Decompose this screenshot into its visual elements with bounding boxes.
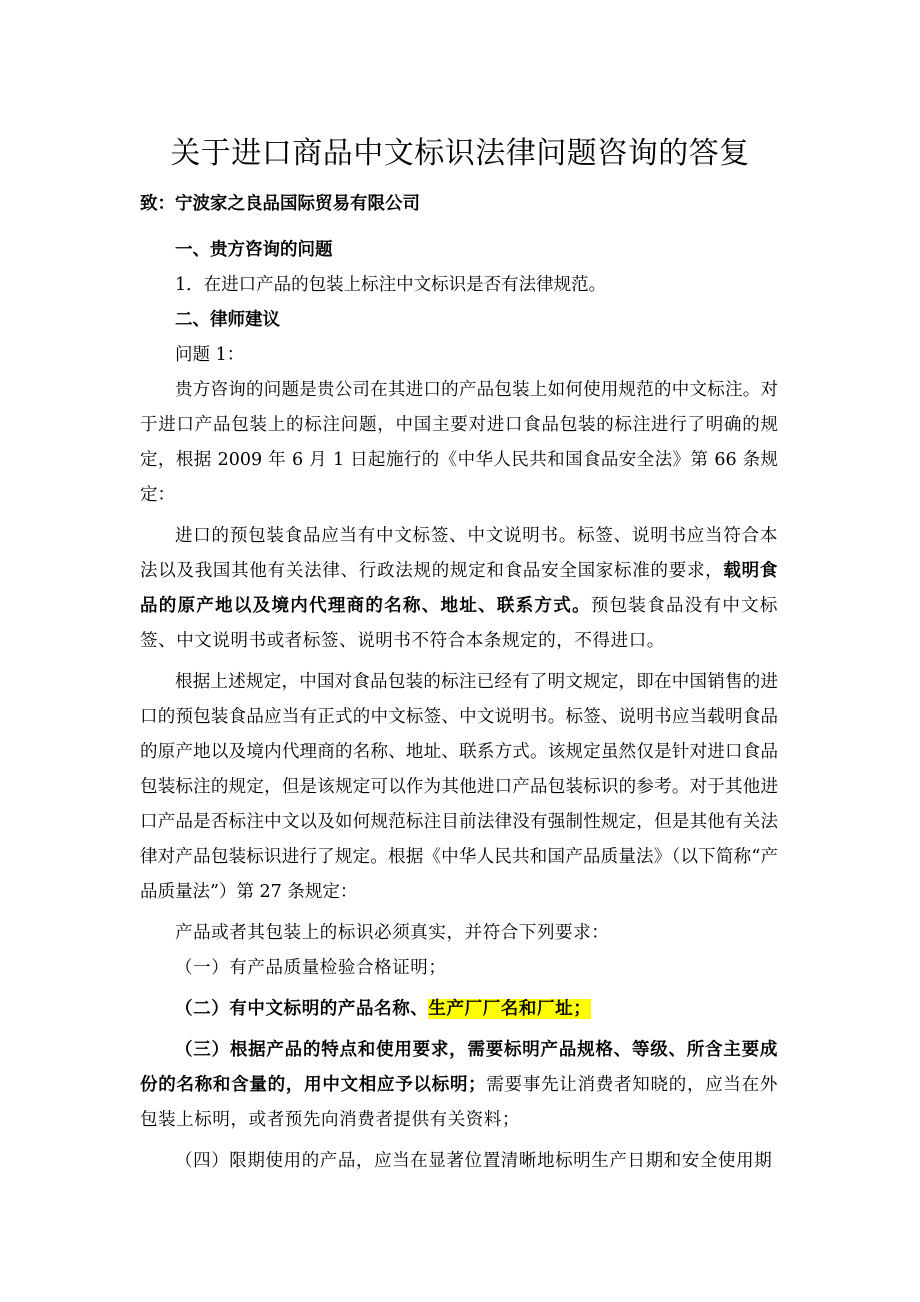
quote2-intro: 产品或者其包装上的标识必须真实，并符合下列要求： (175, 923, 610, 943)
quote1-part2: 预包装食品没有中文标签、中文说明书或者标签、说明书不符合本条规定的，不得进口。 (140, 596, 779, 651)
paragraph-2: 根据上述规定，中国对食品包装的标注已经有了明文规定，即在中国销售的进口的预包装食品应当有正式的中文标签、中文说明书。标签、说明书应当载明食品的原产地以及境内代理商的名称、地址、联系方式。该规定虽然仅是针对进口食品包装标注的规定，但是该规定可以作为其他进口产品包装标识的参考。对于其他进口产品是否标注中文以及如何规范标注目前法律没有强制性规定，但是其他有关法律对产品包装标识进行了规定。根据《中华人民共和国产品质量法》（以下简称“产品质量法”）第 27 条规定： (140, 672, 778, 902)
document-title: 关于进口商品中文标识法律问题咨询的答复 (170, 136, 750, 171)
quote1-bold: 载明食品的原产地以及境内代理商的名称、地址、联系方式。 (140, 561, 778, 616)
document-body (140, 233, 778, 1179)
list-item-3 (140, 1033, 778, 1138)
quote-food-safety-law (140, 519, 778, 659)
section1-heading: 一、贵方咨询的问题 (175, 240, 333, 260)
question-label: 问题 1： (175, 345, 245, 365)
section2-heading: 二、律师建议 (175, 310, 280, 330)
list-item-4: （四）限期使用的产品，应当在显著位置清晰地标明生产日期和安全使用期 (175, 1151, 773, 1171)
item2-highlight: 生产厂厂名和厂址； (428, 999, 592, 1019)
item3-rest: 需要事先让消费者知晓的，应当在外包装上标明，或者预先向消费者提供有关资料； (140, 1075, 778, 1130)
item2-bold: （二）有中文标明的产品名称、 (175, 999, 429, 1019)
item3-bold: （三）根据产品的特点和使用要求，需要标明产品规格、等级、所含主要成份的名称和含量的，用中文相应予以标明； (140, 1040, 778, 1095)
section1-item1: 1．在进口产品的包装上标注中文标识是否有法律规范。 (175, 275, 607, 295)
list-item-2 (140, 992, 778, 1027)
paragraph-1: 贵方咨询的问题是贵公司在其进口的产品包装上如何使用规范的中文标注。对于进口产品包装上的标注问题，中国主要对进口食品包装的标注进行了明确的规定，根据 2009 年 6 月 1 日起施行的《中华人民共和国食品安全法》第 66 条规定： (140, 380, 778, 505)
quote1-part1: 进口的预包装食品应当有中文标签、中文说明书。标签、说明书应当符合本法以及我国其他有关法律、行政法规的规定和食品安全国家标准的要求， (140, 526, 778, 581)
list-item-1: （一）有产品质量检验合格证明； (175, 958, 447, 978)
addressee: 致：宁波家之良品国际贸易有限公司 (140, 194, 420, 214)
